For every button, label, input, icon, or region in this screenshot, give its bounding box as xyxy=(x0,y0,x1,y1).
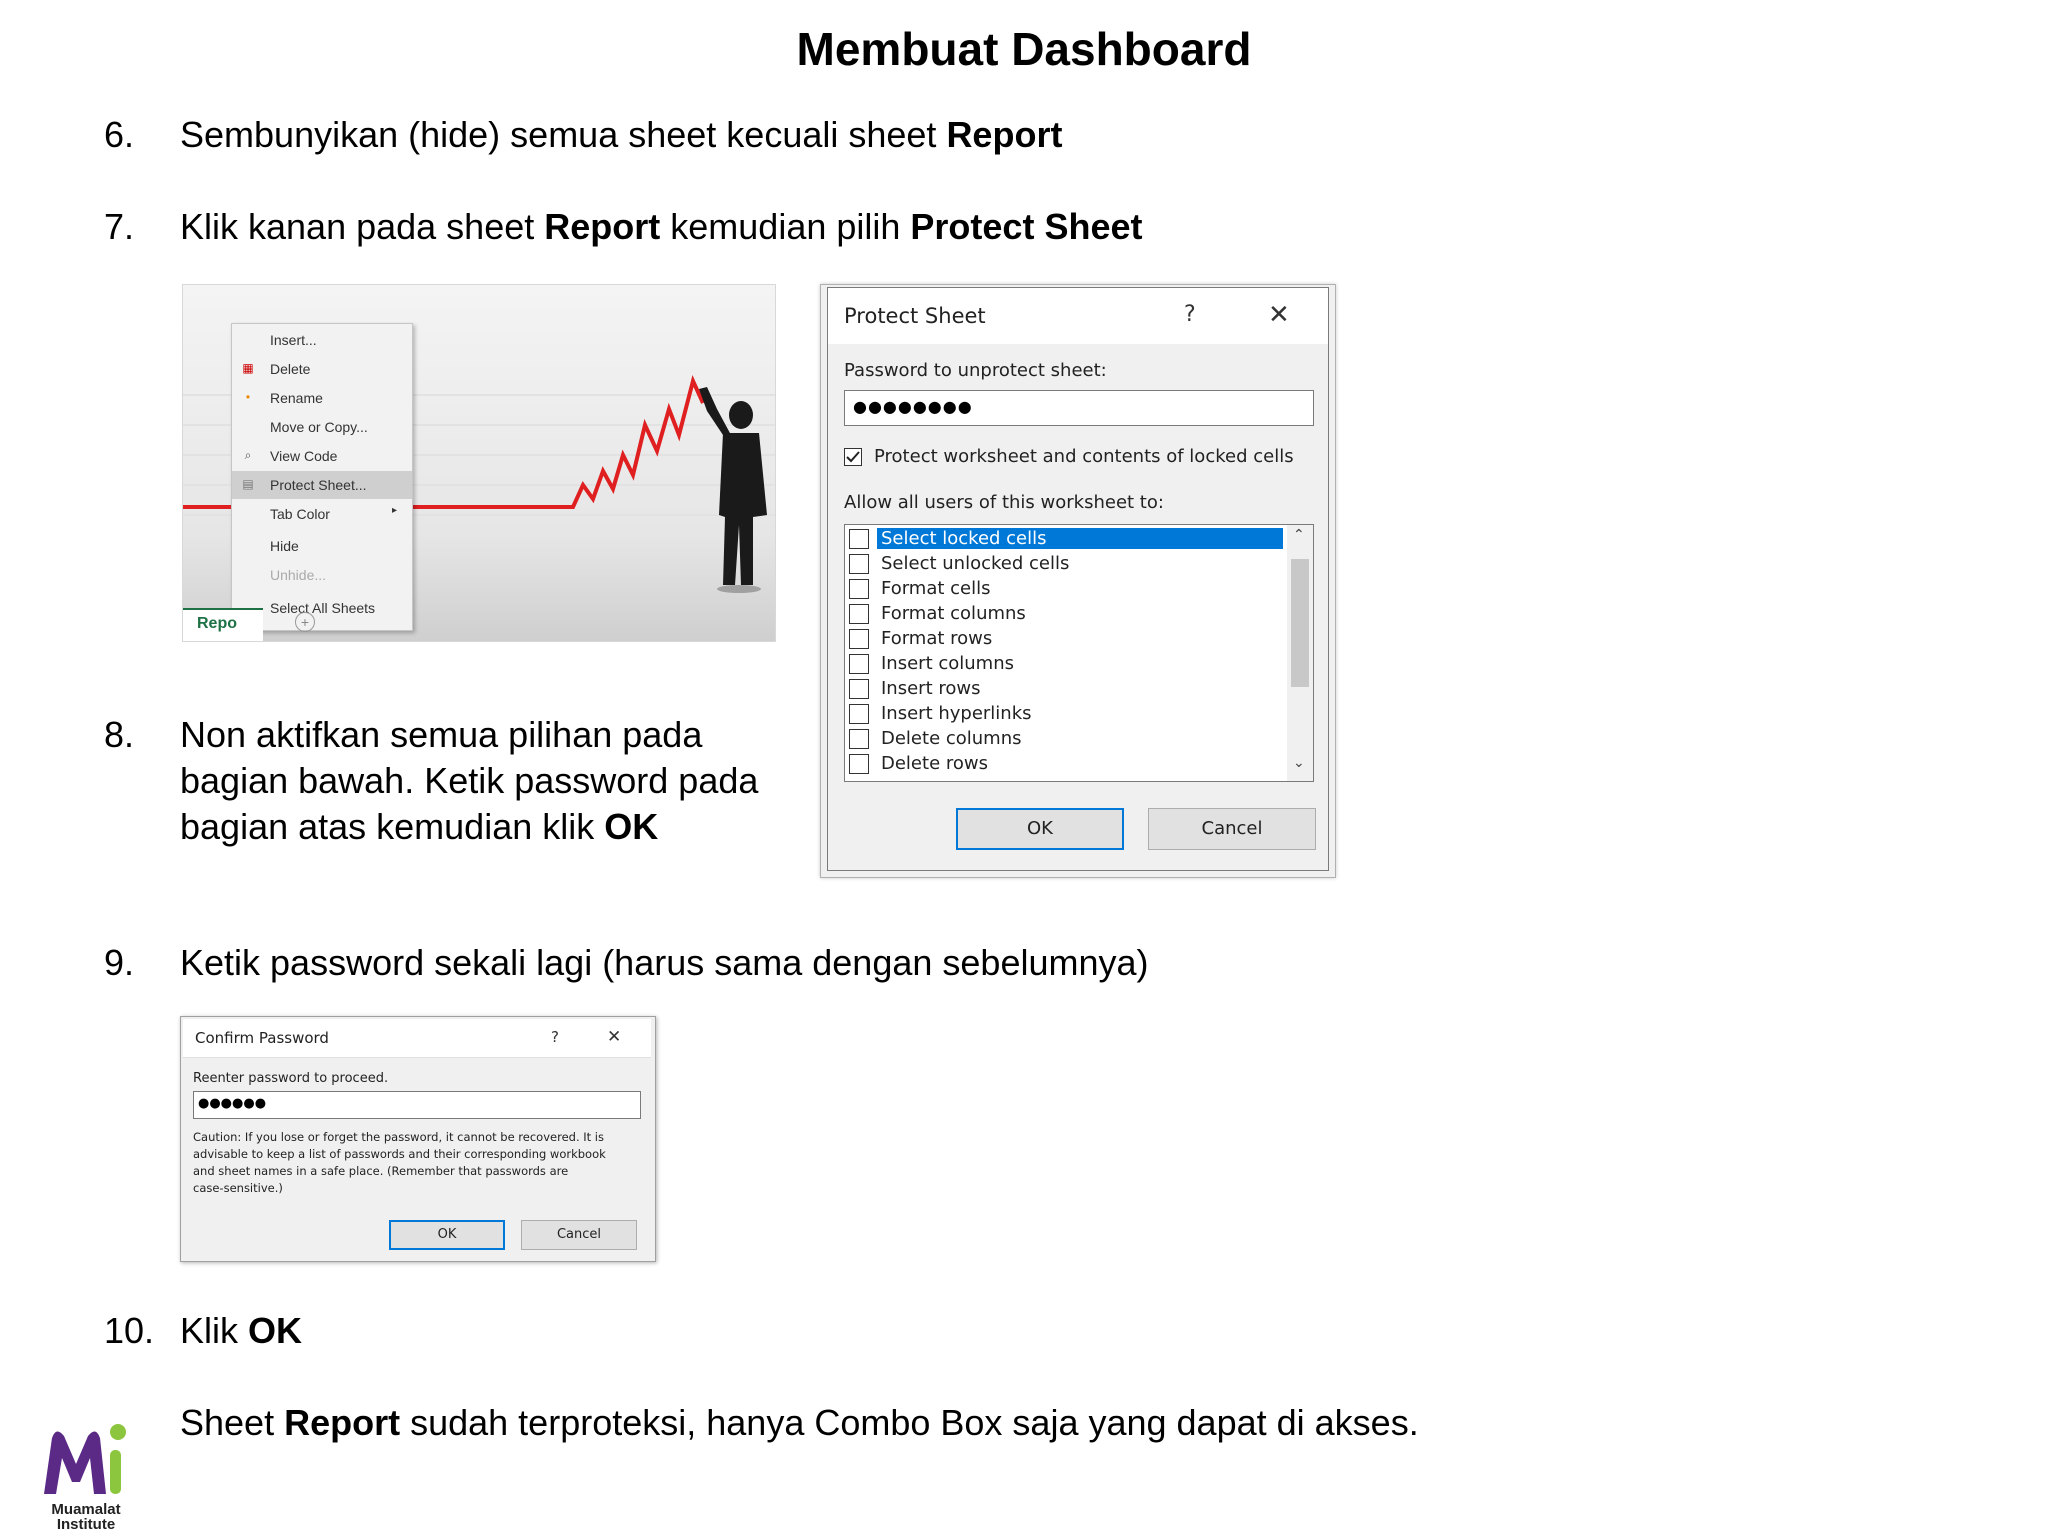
scroll-up-icon[interactable]: ⌃ xyxy=(1293,527,1305,543)
menu-item-view-code[interactable]: ⌕ View Code xyxy=(232,442,412,470)
password-value: ●●●●●● xyxy=(198,1096,267,1111)
list-item[interactable]: Format cells xyxy=(849,577,1279,601)
dialog-titlebar xyxy=(828,288,1328,344)
list-item[interactable]: Insert hyperlinks xyxy=(849,702,1279,726)
dialog-titlebar xyxy=(183,1019,651,1058)
password-label: Password to unprotect sheet: xyxy=(844,360,1107,381)
step-number: 7. xyxy=(104,206,135,247)
reenter-label: Reenter password to proceed. xyxy=(193,1071,389,1086)
step-text: Klik kanan pada sheet Report kemudian pilih Protect Sheet xyxy=(180,206,1143,247)
dialog-title: Confirm Password xyxy=(195,1029,329,1047)
step-number: 10. xyxy=(104,1310,155,1351)
context-menu xyxy=(231,323,413,631)
list-item[interactable]: Delete rows xyxy=(849,752,1279,776)
protect-sheet-dialog xyxy=(820,284,1336,878)
step-10 xyxy=(0,1308,2048,1354)
caution-text: Caution: If you lose or forget the password, it cannot be recovered. It is advisable to keep a list of passwords and their corresponding workbook and sheet names in a safe place. (Remember that passwords are case-sensitive.) xyxy=(193,1130,606,1195)
context-menu-screenshot xyxy=(182,284,776,642)
list-item[interactable]: Insert rows xyxy=(849,677,1279,701)
protect-sheet-icon: ▤ xyxy=(242,477,254,491)
menu-item-protect-sheet[interactable]: ▤ Protect Sheet... xyxy=(232,471,412,499)
logo-text-line-2: Institute xyxy=(56,1516,116,1533)
menu-item-tab-color[interactable]: Tab Color ▸ xyxy=(270,505,398,522)
help-icon[interactable]: ? xyxy=(1184,302,1196,327)
confirm-password-input[interactable] xyxy=(193,1091,641,1119)
logo-text-line-1: Muamalat xyxy=(51,1501,121,1518)
step-text: Ketik password sekali lagi (harus sama dengan sebelumnya) xyxy=(180,942,1149,983)
list-item[interactable]: Select locked cells xyxy=(849,527,1279,551)
final-note-text: Sheet Report sudah terproteksi, hanya Combo Box saja yang dapat di akses. xyxy=(180,1402,1419,1443)
list-item[interactable]: Delete columns xyxy=(849,727,1279,751)
protect-checkbox-label: Protect worksheet and contents of locked cells xyxy=(874,446,1294,467)
list-item[interactable]: Format rows xyxy=(849,627,1279,651)
close-icon[interactable]: ✕ xyxy=(1268,300,1290,330)
menu-item-move-copy[interactable]: Move or Copy... xyxy=(270,419,368,435)
submenu-arrow-icon: ▸ xyxy=(392,505,398,516)
list-scrollbar[interactable] xyxy=(1287,525,1313,781)
help-icon[interactable]: ? xyxy=(551,1028,559,1046)
muamalat-institute-logo xyxy=(38,1420,134,1532)
menu-item-insert[interactable]: Insert... xyxy=(270,332,317,348)
step-8 xyxy=(0,712,800,852)
step-text-line-1: Non aktifkan semua pilihan pada xyxy=(180,714,703,755)
confirm-password-dialog xyxy=(180,1016,656,1262)
sheet-tab-label: Repo xyxy=(197,615,237,632)
step-text-line-2: bagian bawah. Ketik password pada xyxy=(180,760,759,801)
ok-button[interactable]: OK xyxy=(956,808,1124,850)
protect-checkbox[interactable] xyxy=(844,448,862,466)
menu-item-rename[interactable]: • Rename xyxy=(232,384,412,412)
close-icon[interactable]: ✕ xyxy=(607,1027,622,1047)
step-6 xyxy=(0,112,2048,158)
step-9 xyxy=(0,940,2048,986)
list-item[interactable]: Select unlocked cells xyxy=(849,552,1279,576)
scroll-thumb[interactable] xyxy=(1291,559,1309,687)
password-input[interactable] xyxy=(844,390,1314,426)
step-7 xyxy=(0,204,2048,250)
rename-icon: • xyxy=(245,390,251,404)
menu-item-delete[interactable]: ▦ Delete xyxy=(232,355,412,383)
password-value: ●●●●●●●● xyxy=(853,397,973,416)
list-item[interactable]: Insert columns xyxy=(849,652,1279,676)
final-note xyxy=(0,1400,2048,1446)
step-text-line-3: bagian atas kemudian klik OK xyxy=(180,806,659,847)
step-number: 9. xyxy=(104,942,135,983)
page-title: Membuat Dashboard xyxy=(796,23,1252,75)
step-number: 8. xyxy=(104,714,135,755)
allow-label: Allow all users of this worksheet to: xyxy=(844,492,1164,513)
step-number: 6. xyxy=(104,114,135,155)
dialog-title: Protect Sheet xyxy=(844,304,986,328)
view-code-icon: ⌕ xyxy=(244,448,252,462)
ok-button[interactable]: OK xyxy=(389,1220,505,1250)
scroll-down-icon[interactable]: ⌄ xyxy=(1293,755,1305,771)
checkmark-icon xyxy=(845,449,861,465)
list-item[interactable]: Format columns xyxy=(849,602,1279,626)
step-text: Klik OK xyxy=(180,1310,303,1351)
delete-sheet-icon: ▦ xyxy=(242,361,254,375)
cancel-button[interactable]: Cancel xyxy=(521,1220,637,1250)
cancel-button[interactable]: Cancel xyxy=(1148,808,1316,850)
add-sheet-icon[interactable]: + xyxy=(295,612,315,632)
sheet-tab-report[interactable] xyxy=(183,608,263,642)
step-text: Sembunyikan (hide) semua sheet kecuali sheet Report xyxy=(180,114,1063,155)
menu-item-unhide: Unhide... xyxy=(270,567,327,583)
menu-item-hide[interactable]: Hide xyxy=(270,538,299,554)
menu-item-select-all-sheets[interactable]: Select All Sheets xyxy=(270,600,376,616)
logo-mark-icon xyxy=(38,1420,134,1500)
permissions-list xyxy=(844,524,1314,782)
